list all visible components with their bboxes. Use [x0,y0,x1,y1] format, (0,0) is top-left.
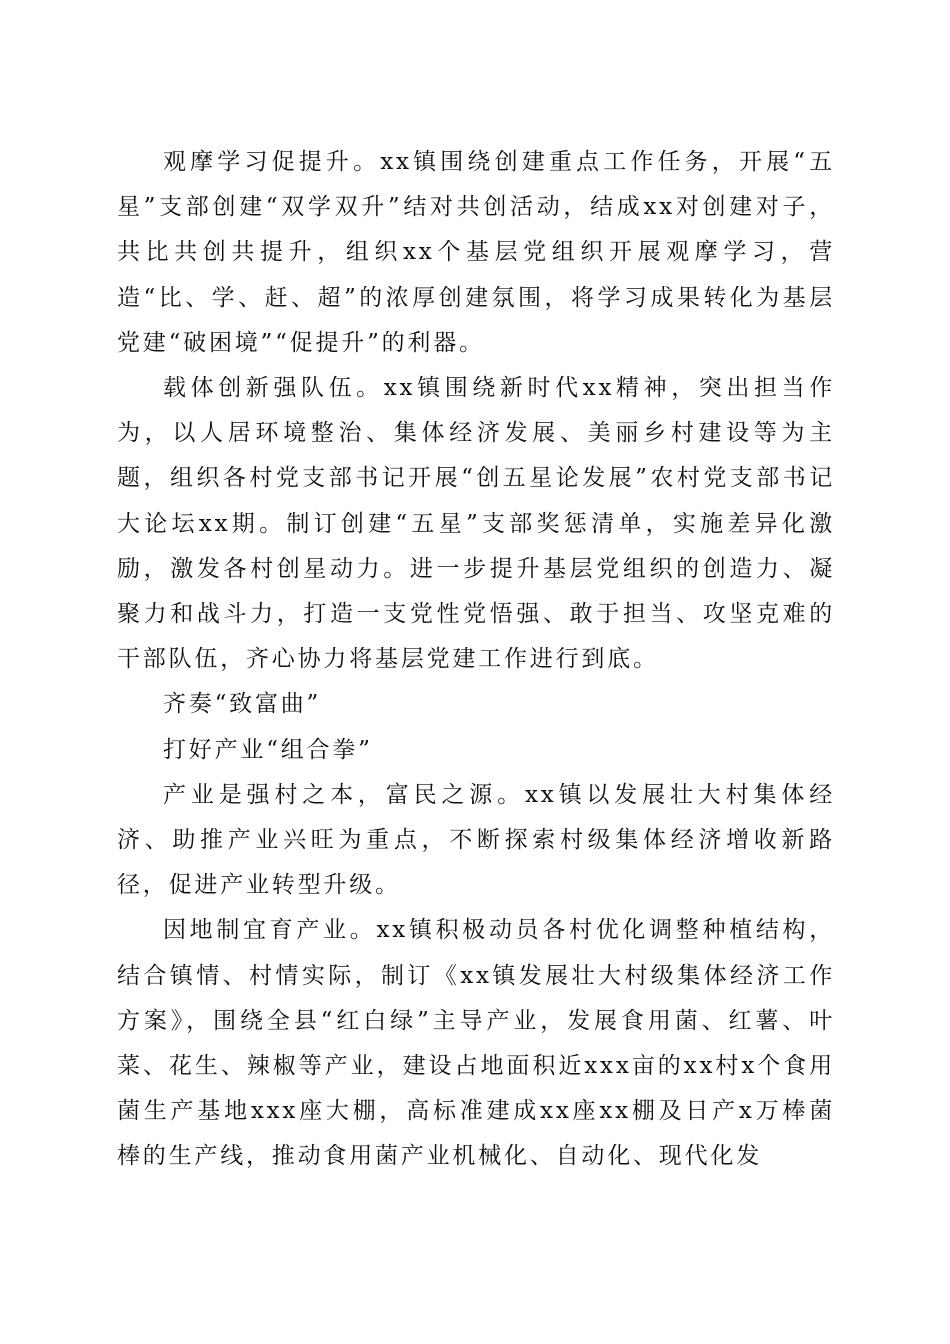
document-body [117,140,835,1180]
paragraph-industry-intro: 产业是强村之本，富民之源。xx镇以发展壮大村集体经济、助推产业兴旺为重点，不断探索村级集体经济增收新路径，促进产业转型升级。 [117,781,835,899]
section-subheading: 打好产业“组合拳” [163,736,373,763]
section-heading: 齐奏“致富曲” [163,691,322,718]
paragraph-carrier-innovation: 载体创新强队伍。xx镇围绕新时代xx精神，突出担当作为，以人居环境整治、集体经济发展、美丽乡村建设等为主题，组织各村党支部书记开展“创五星论发展”农村党支部书记大论坛xx期。制订创建“五星”支部奖惩清单，实施差异化激励，激发各村创星动力。进一步提升基层党组织的创造力、凝聚力和战斗力，打造一支党性党悟强、敢于担当、攻坚克难的干部队伍，齐心协力将基层党建工作进行到底。 [117,375,835,673]
paragraph-local-industry: 因地制宜育产业。xx镇积极动员各村优化调整种植结构，结合镇情、村情实际，制订《xx镇发展壮大村级集体经济工作方案》，围绕全县“红白绿”主导产业，发展食用菌、红薯、叶菜、花生、辣椒等产业，建设占地面积近xxx亩的xx村x个食用菌生产基地xxx座大棚，高标准建成xx座xx棚及日产x万棒菌棒的生产线，推动食用菌产业机械化、自动化、现代化发 [117,917,835,1170]
paragraph-observation-learning: 观摩学习促提升。xx镇围绕创建重点工作任务，开展“五星”支部创建“双学双升”结对共创活动，结成xx对创建对子，共比共创共提升，组织xx个基层党组织开展观摩学习，营造“比、学、赶、超”的浓厚创建氛围，将学习成果转化为基层党建“破困境”“促提升”的利器。 [117,149,835,356]
